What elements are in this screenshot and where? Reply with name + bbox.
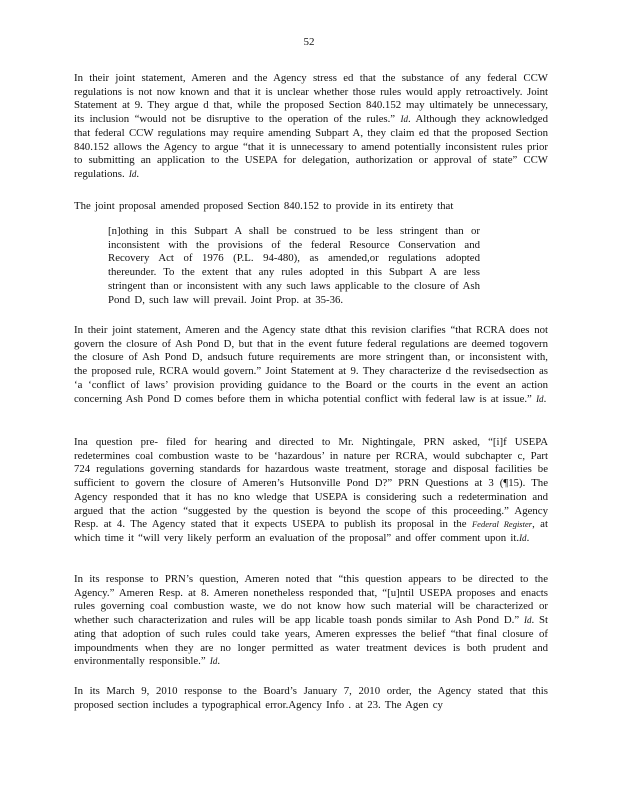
punctuation: .: [136, 167, 140, 180]
paragraph-text: In its response to PRN’s question, Ameren noted that “this question appears to be directed to the Agency.” Ameren Resp. at 8. Ameren nonetheless responded that, “[u]ntil USEPA proposes and enacts rules governing coal combustion waste, we do not know how such material will be characterized or whether such characterization and rules will be app licable toash ponds similar to Ash Pond D.”: [74, 573, 548, 627]
paragraph-text: . St ating that adoption of such rules could take years, Ameren expresses the belief “that final closure of impoundments when they are no longer permitted as water treatment devices is both prudent and environmentally responsible.”: [74, 614, 549, 668]
paragraph-revision: [74, 324, 548, 406]
citation-id: Id: [209, 656, 218, 667]
paragraph-joint-proposal: [74, 200, 548, 214]
punctuation: .: [217, 655, 221, 668]
paragraph-text: . Although they acknowledged that federal CCW regulations may require amending Subpart A, they claim ed that the proposed Section 840.152 allows the Agency to argue “that it is unnecessary to amend potentially inconsistent rules prior to submitting an application to the USEPA for delegation, authorization or approval of state” CCW regulations.: [74, 113, 548, 180]
paragraph-march-response: [74, 685, 548, 712]
paragraph-text: In their joint statement, Ameren and the Agency stress ed that the substance of any federal CCW regulations is not now known and that it is unclear whether those rules would apply retroactively. Joint Statement at 9. They argue d that, while the proposed Section 840.152 may ultimately be unnecessary, its inclusion “would not be disruptive to the operation of the rules.”: [74, 72, 548, 126]
paragraph-text: In their joint statement, Ameren and the Agency state dthat this revision clarifies “that RCRA does not govern the closure of Ash Pond D, but that in the event future federal regulations are deemed togovern the closure of Ash Pond D, andsuch future requirements are more stringent than, or inconsistent with, the proposed rule, RCRA would govern.” Joint Statement at 9. They characterize d the revisedsection as ‘a ‘conflict of laws’ provision providing guidance to the Board or the courts in the event an action concerning Ash Pond D comes before them in whicha potential conflict with federal law is at issue.”: [74, 324, 548, 405]
punctuation: .: [543, 392, 547, 405]
paragraph-text: Ina question pre- filed for hearing and directed to Mr. Nightingale, PRN asked, “[i]f USEPA redetermines coal combustion waste to be ‘hazardous’ in nature per RCRA, would subchapter c, Part 724 regulations governing standards for hazardous waste treatment, storage and disposal facilities be sufficient to govern the closure of Ameren’s Hutsonville Pond D?” PRN Questions at 3 (¶15). The Agency responded that it has no kno wledge that USEPA is considering such a redetermination and argued that the action “suggested by the question is beyond the scope of this proceeding.” Agency Resp. at 4. The Agency stated that it expects USEPA to publish its proposal in the: [74, 436, 548, 531]
paragraph-joint-statement: [74, 72, 548, 182]
page-number: 52: [303, 36, 315, 48]
punctuation: .: [526, 531, 530, 544]
paragraph-prn-question: [74, 436, 548, 546]
paragraph-text: The joint proposal amended proposed Section 840.152 to provide in its entirety that: [74, 200, 454, 212]
citation-id: Id: [400, 114, 408, 125]
citation-id: Id: [519, 532, 527, 543]
citation-id: Id: [536, 393, 544, 404]
paragraph-ameren-response: [74, 573, 548, 669]
citation-id: Id: [128, 168, 137, 179]
paragraph-text: , at which time it “will very likely perform an evaluation of the proposal” and offer comment upon it.: [74, 518, 548, 544]
federal-register-title: Federal Register: [471, 519, 533, 530]
quote-text: [n]othing in this Subpart A shall be construed to be less stringent than or inconsistent with the provisions of the federal Resource Conservation and Recovery Act of 1976 (P.L. 94-480), as amended,or regulations adopted thereunder. To the extent that any rules adopted in this Subpart A are less stringent than or inconsistent with any such laws applicable to the closure of Ash Pond D, such law will prevail. Joint Prop. at 35-36.: [108, 225, 480, 306]
paragraph-text: In its March 9, 2010 response to the Board’s January 7, 2010 order, the Agency stated that this proposed section includes a typographical error.Agency Info . at 23. The Agen cy: [74, 685, 548, 711]
citation-id: Id: [523, 615, 532, 626]
block-quote: [108, 225, 480, 307]
